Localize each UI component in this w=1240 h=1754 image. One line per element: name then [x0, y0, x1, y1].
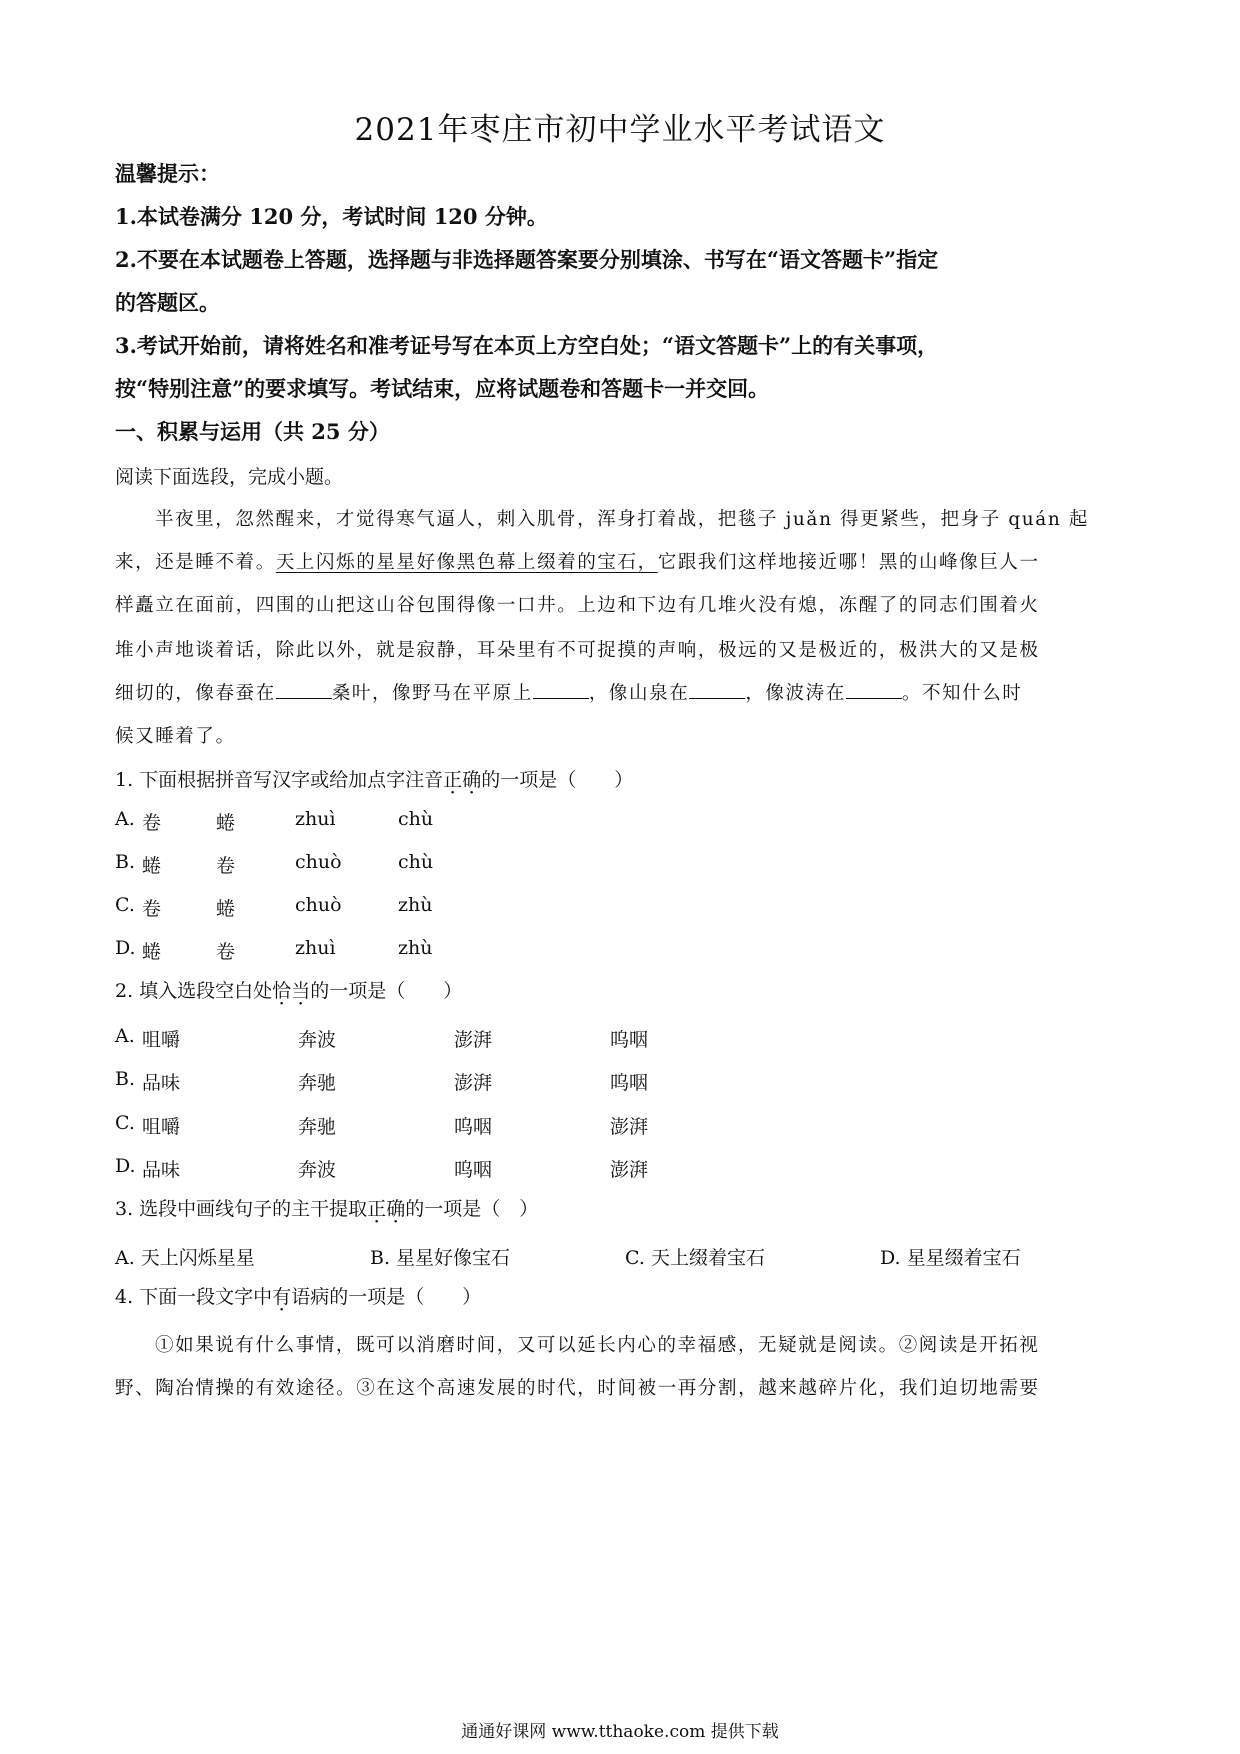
passage-line-1: 半夜里，忽然醒来，才觉得寒气逼人，刺入肌骨，浑身打着战，把毯子 juǎn 得更紧些，把身子 quán 起	[155, 509, 1090, 530]
option-col-1: 蜷	[142, 855, 162, 877]
option-letter: B.	[115, 851, 136, 873]
passage-line-2	[115, 548, 1040, 574]
q3-option-c[interactable]: C. 天上缀着宝石	[625, 1247, 765, 1269]
fill-blank-3[interactable]	[689, 680, 745, 699]
notice-heading: 温馨提示：	[115, 161, 220, 186]
option-letter: A.	[115, 1025, 135, 1047]
passage-line-6: 候又睡着了。	[115, 726, 236, 747]
option-letter: C.	[115, 1112, 135, 1134]
option-col-2: 蜷	[216, 898, 236, 920]
option-col-3: 澎湃	[454, 1072, 493, 1094]
question-4-stem	[115, 1282, 481, 1309]
option-col-3: zhuì	[295, 808, 336, 830]
option-col-4: chù	[398, 851, 434, 873]
option-col-4: 澎湃	[610, 1116, 649, 1138]
option-col-1: 咀嚼	[142, 1029, 181, 1051]
option-col-4: 呜咽	[610, 1072, 649, 1094]
option-letter: D.	[115, 937, 136, 959]
emphasis-dot-char: 当	[291, 980, 311, 1002]
passage-2-line-2: 野、陶冶情操的有效途径。③在这个高速发展的时代，时间被一再分割，越来越碎片化，我们迫切地需要	[115, 1378, 1040, 1399]
emphasis-dot-char: 正	[367, 1198, 387, 1220]
option-col-1: 蜷	[142, 941, 162, 963]
q2-option-d[interactable]	[115, 1155, 649, 1181]
option-col-3: 呜咽	[454, 1159, 493, 1181]
option-col-2: 奔波	[298, 1159, 337, 1181]
option-letter: C.	[115, 894, 135, 916]
passage-line-5	[115, 679, 1022, 705]
notice-item-3-line-1: 3.考试开始前，请将姓名和准考证号写在本页上方空白处；“语文答题卡”上的有关事项，	[115, 333, 939, 358]
passage-line-3: 样矗立在面前，四围的山把这山谷包围得像一口井。上边和下边有几堆火没有熄，冻醒了的同志们围着火	[115, 595, 1040, 616]
emphasis-dot-char: 正	[443, 769, 463, 791]
underlined-sentence: 天上闪烁的星星好像黑色幕上缀着的宝石，	[275, 552, 658, 573]
option-col-3: zhuì	[295, 937, 336, 959]
footer-watermark: 通通好课网 www.tthaoke.com 提供下载	[461, 1722, 779, 1742]
emphasis-dot-char: 确	[386, 1198, 406, 1220]
question-3-stem	[115, 1194, 538, 1221]
question-1-text-end: 的一项是（ ）	[481, 769, 634, 791]
option-col-2: 奔驰	[298, 1116, 337, 1138]
passage-line-5-part-e: 。不知什么时	[901, 683, 1023, 704]
option-col-3: chuò	[295, 851, 342, 873]
passage-line-5-part-a: 细切的，像春蚕在	[115, 683, 276, 704]
passage-line-5-part-d: ，像波涛在	[745, 683, 846, 704]
q2-option-b[interactable]	[115, 1068, 649, 1094]
emphasis-dot-char: 确	[462, 769, 482, 791]
q1-option-d[interactable]	[115, 937, 433, 963]
passage-line-5-part-b: 桑叶，像野马在平原上	[331, 683, 533, 704]
option-col-4: zhù	[398, 894, 433, 916]
notice-item-1: 1.本试卷满分 120 分，考试时间 120 分钟。	[115, 204, 548, 229]
option-letter: D.	[115, 1155, 136, 1177]
question-2-stem	[115, 976, 462, 1003]
option-letter: A.	[115, 808, 135, 830]
fill-blank-1[interactable]	[276, 680, 332, 699]
emphasis-dot-char: 恰	[272, 980, 292, 1002]
q1-option-b[interactable]	[115, 851, 434, 877]
passage-line-5-part-c: ，像山泉在	[588, 683, 690, 704]
question-3-text-end: 的一项是（ ）	[405, 1198, 539, 1220]
option-col-4: chù	[398, 808, 434, 830]
emphasis-dot-char: 有	[272, 1286, 292, 1308]
q1-option-c[interactable]	[115, 894, 433, 920]
option-col-1: 品味	[142, 1159, 181, 1181]
option-col-2: 卷	[216, 855, 236, 877]
q1-option-a[interactable]	[115, 808, 434, 834]
passage-line-2-end: 它跟我们这样地接近哪！黑的山峰像巨人一	[657, 552, 1040, 573]
fill-blank-2[interactable]	[533, 680, 589, 699]
fill-blank-4[interactable]	[846, 680, 902, 699]
question-1-stem	[115, 765, 633, 792]
notice-item-2-line-2: 的答题区。	[115, 290, 220, 315]
passage-line-2-start: 来，还是睡不着。	[115, 552, 276, 573]
q2-option-c[interactable]	[115, 1112, 649, 1138]
option-letter: B.	[115, 1068, 136, 1090]
reading-instruction: 阅读下面选段，完成小题。	[115, 466, 344, 488]
option-col-2: 奔驰	[298, 1072, 337, 1094]
passage-2-line-1: ①如果说有什么事情，既可以消磨时间，又可以延长内心的幸福感，无疑就是阅读。②阅读是开拓视	[155, 1335, 1040, 1356]
option-col-1: 卷	[142, 898, 162, 920]
question-2-text-start: 2. 填入选段空白处	[115, 980, 273, 1002]
option-col-2: 卷	[216, 941, 236, 963]
q3-option-a[interactable]: A. 天上闪烁星星	[115, 1247, 255, 1269]
option-col-3: 呜咽	[454, 1116, 493, 1138]
page-title: 2021年枣庄市初中学业水平考试语文	[354, 112, 886, 148]
q3-option-d[interactable]: D. 星星缀着宝石	[880, 1247, 1021, 1269]
question-4-text-end: 语病的一项是（ ）	[291, 1286, 482, 1308]
q3-option-b[interactable]: B. 星星好像宝石	[370, 1247, 511, 1269]
option-col-4: zhù	[398, 937, 433, 959]
passage-line-4: 堆小声地谈着话，除此以外，就是寂静，耳朵里有不可捉摸的声响，极远的又是极近的，极洪大的又是极	[115, 640, 1040, 661]
question-2-text-end: 的一项是（ ）	[310, 980, 463, 1002]
question-4-text-start: 4. 下面一段文字中	[115, 1286, 273, 1308]
section-heading-1: 一、积累与运用（共 25 分）	[115, 419, 390, 444]
option-col-2: 奔波	[298, 1029, 337, 1051]
notice-item-3-line-2: 按“特别注意”的要求填写。考试结束，应将试题卷和答题卡一并交回。	[115, 376, 770, 401]
option-col-1: 咀嚼	[142, 1116, 181, 1138]
notice-item-2-line-1: 2.不要在本试题卷上答题，选择题与非选择题答案要分别填涂、书写在“语文答题卡”指定	[115, 247, 939, 272]
option-col-2: 蜷	[216, 812, 236, 834]
option-col-1: 卷	[142, 812, 162, 834]
option-col-3: 澎湃	[454, 1029, 493, 1051]
option-col-4: 澎湃	[610, 1159, 649, 1181]
option-col-1: 品味	[142, 1072, 181, 1094]
question-1-text-start: 1. 下面根据拼音写汉字或给加点字注音	[115, 769, 444, 791]
option-col-4: 呜咽	[610, 1029, 649, 1051]
q2-option-a[interactable]	[115, 1025, 649, 1051]
option-col-3: chuò	[295, 894, 342, 916]
question-3-text-start: 3. 选段中画线句子的主干提取	[115, 1198, 368, 1220]
